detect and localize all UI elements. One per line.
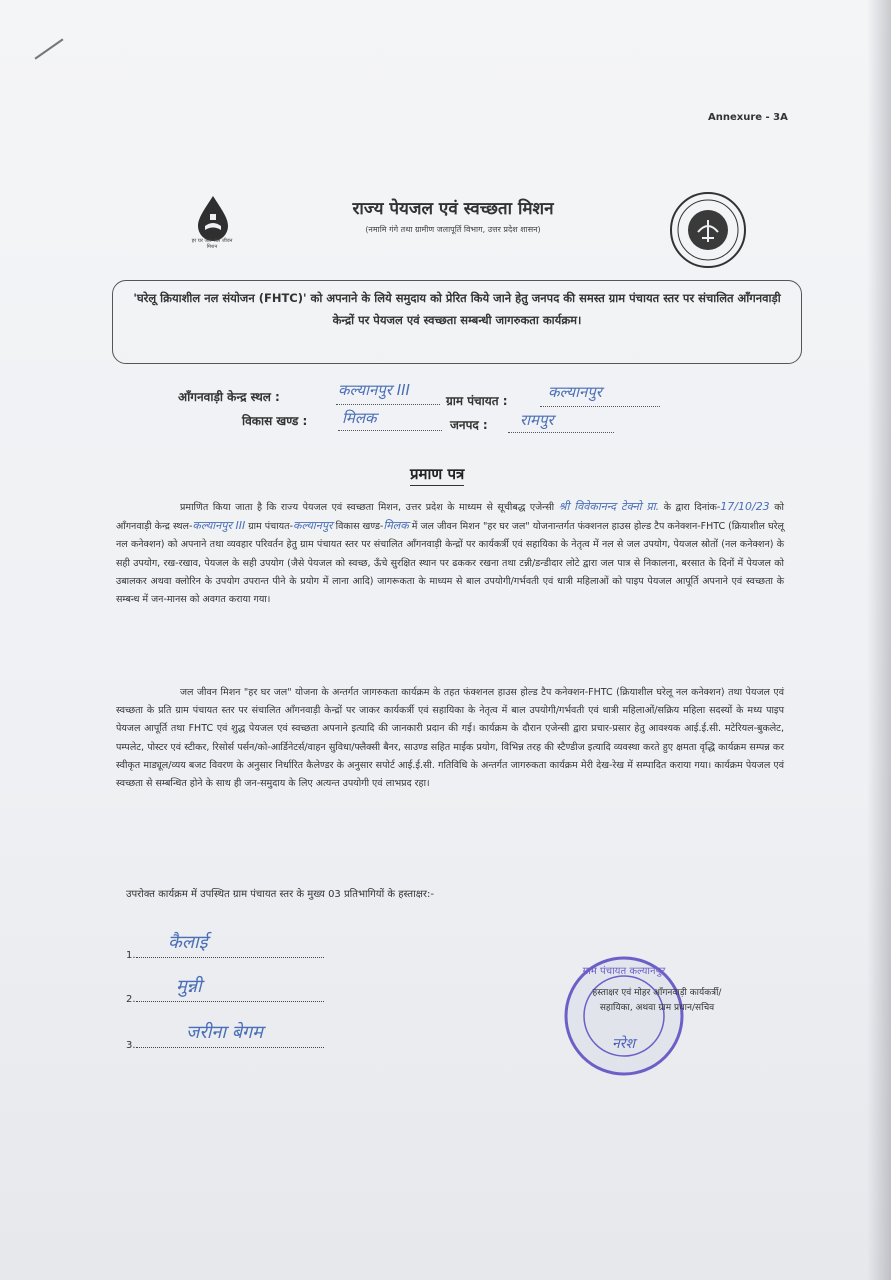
jal-jeevan-mission-logo-icon: [188, 192, 238, 272]
certificate-title: प्रमाण पत्र: [410, 464, 464, 486]
gram-panchayat-label: ग्राम पंचायत :: [446, 394, 508, 408]
stamp-label: ग्राम पंचायत कल्यानपुर: [582, 966, 666, 977]
vikas-khand-label: विकास खण्ड :: [242, 414, 308, 428]
gram-panchayat-stamp-icon: [562, 954, 686, 1078]
p1-date: 17/10/23: [720, 500, 770, 513]
signatures-intro: उपरोक्त कार्यक्रम में उपस्थित ग्राम पंचायत स्तर के मुख्य 03 प्रतिभागियों के हस्ताक्षर:-: [126, 889, 434, 900]
p1-text-d: ग्राम पंचायत-: [248, 521, 294, 533]
janpad-label: जनपद :: [450, 418, 488, 432]
janpad-underline: [508, 432, 614, 433]
signature-line-2: [126, 994, 324, 1005]
vikas-khand-value: मिलक: [342, 409, 377, 427]
anganwadi-label: आँगनवाड़ी केन्द्र स्थल :: [178, 390, 280, 404]
certificate-paragraph-2: जल जीवन मिशन "हर घर जल" योजना के अन्तर्गत जागरुकता कार्यक्रम के तहत फंक्शनल हाउस होल्ड टैप कनेक्शन-FHTC (क्रियाशील घरेलू नल कनेक्शन) तथा पेयजल एवं स्वच्छता के प्रति ग्राम पंचायत स्तर पर संचालित आँगनवाड़ी केन्द्रों पर जाकर कार्यकर्त्री एवं सहायिका के नेतृत्व में बाल उपयोगी/गर्भवती एवं धात्री महिलाओं/सक्रिय महिला सदस्यों के मध्य पाइप पेयजल आपूर्ति तथा FHTC एवं शुद्ध पेयजल एवं स्वच्छता अपनाने इत्यादि की जानकारी प्रदान की गई। कार्यक्रम के दौरान एजेन्सी द्वारा प्रचार-प्रसार हेतु आवश्यक आई.ई.सी. मटेरियल-बुकलेट, पम्पलेट, पोस्टर एवं स्टीकर, रिसोर्स पर्सन/को-आर्डिनेटर्स/वाहन सुविधा/फ्लैक्सी बैनर, साउण्ड सहित माईक प्रयोग, विभिन्न तरह की स्टैण्डीज इत्यादि व्यवस्था करते हुए क्षमता वृद्धि कार्यक्रम सम्पन्न कर स्वीकृत माड्यूल/व्यय बजट विवरण के अनुसार निर्धारित कैलेण्डर के अनुसार सपोर्ट आई.ई.सी. गतिविधि के अन्तर्गत जागरुकता कार्यक्रम मेरी देख-रेख में सम्पादित कराया गया। कार्यक्रम पेयजल एवं स्वच्छता से सम्बन्धित होने के साथ ही जन-समुदाय के लिए अत्यन्त उपयोगी एवं लाभप्रद रहा।: [116, 687, 784, 790]
vikas-underline: [338, 430, 442, 431]
signature-1: कैलाई: [168, 932, 208, 953]
program-title: 'घरेलू क्रियाशील नल संयोजन (FHTC)' को अपनाने के लिये समुदाय को प्रेरित किये जाने हेतु जनपद की समस्त ग्राम पंचायत स्तर पर संचालित आँगनवाड़ी केन्द्रों पर पेयजल एवं स्वच्छता सम्बन्धी जागरुकता कार्यक्रम।: [133, 291, 781, 327]
signature-3: जरीना बेगम: [186, 1022, 263, 1043]
p1-gram: कल्यानपुर: [293, 519, 333, 533]
signature-2: मुन्नी: [176, 976, 202, 997]
annexure-label: Annexure - 3A: [708, 112, 788, 123]
authority-caption: हस्ताक्षर एवं मोहर आँगनवाड़ी कार्यकर्त्री/सहायिका, अथवा ग्राम प्रधान/सचिव: [592, 988, 722, 1013]
stamp-signature: नरेश: [612, 1036, 636, 1052]
page-shadow: [867, 0, 891, 1280]
up-government-seal-icon: [668, 190, 748, 270]
janpad-value: रामपुर: [520, 411, 554, 429]
anganwadi-value: कल्यानपुर III: [338, 381, 410, 399]
logo-caption: हर घर जल जल जीवन मिशन: [191, 238, 233, 250]
p1-vikas: मिलक: [383, 519, 409, 533]
p1-centre: कल्यानपुर III: [192, 519, 246, 533]
signature-number-2: 2.: [126, 994, 136, 1005]
gram-underline: [540, 406, 660, 407]
p1-agency: श्री विवेकानन्द टेक्नो प्रा.: [558, 500, 660, 513]
p1-text-a: प्रमाणित किया जाता है कि राज्य पेयजल एवं स्वच्छता मिशन, उत्तर प्रदेश के माध्यम से सूचीबद्ध एजेन्सी: [180, 502, 555, 513]
certificate-paragraph-1: [116, 498, 784, 609]
gram-panchayat-value: कल्यानपुर: [548, 383, 602, 401]
p1-text-f: में जल जीवन मिशन "हर घर जल" योजनान्तर्गत फंक्शनल हाउस होल्ड टैप कनेक्शन-FHTC (क्रियाशील घरेलू नल कनेक्शन) को अपनाने तथा व्यवहार परिवर्तन हेतु ग्राम पंचायत स्तर पर संचालित आँगनवाड़ी केन्द्रों पर कार्यकर्त्री एवं सहायिका के नेतृत्व में नल से जल उपयोग, पेयजल स्रोतों (नल कनेक्शन) के सही उपयोग, रख-रखाव, पेयजल के सही उपयोग (जैसे पेयजल को स्वच्छ, ऊँचे सुरक्षित स्थान पर ढककर रखना तथा टन्नी/डन्डीदार लोटे द्वारा जल पात्र से निकालना, बरसात के दिनों में पेयजल को उबालकर अथवा क्लोरिन के उपयोग उपरान्त पीने के प्रयोग में लाना आदि) जागरूकता के माध्यम से बाल उपयोगी/गर्भवती एवं धात्री महिलाओं को पाइप पेयजल आपूर्ति अपनाने एवं स्वच्छता के सम्बन्ध में जन-मानस को अवगत कराया गया।: [116, 521, 784, 606]
p1-text-e: विकास खण्ड-: [335, 521, 384, 533]
anganwadi-underline: [336, 404, 440, 405]
signature-line-1: [126, 950, 324, 961]
mission-title: राज्य पेयजल एवं स्वच्छता मिशन: [352, 199, 554, 219]
p1-text-c: को आँगनवाड़ी केन्द्र स्थल-: [116, 502, 784, 533]
signature-number-1: 1.: [126, 950, 136, 961]
mission-subtitle: (नमामि गंगे तथा ग्रामीण जलापूर्ति विभाग, उत्तर प्रदेश शासन): [365, 225, 541, 234]
signature-number-3: 3.: [126, 1040, 136, 1051]
p1-text-b: के द्वारा दिनांक-: [663, 502, 721, 513]
